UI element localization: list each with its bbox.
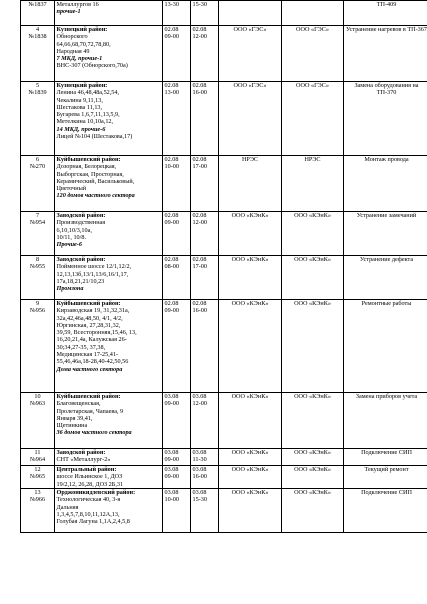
request-number-cell: 12 №965 — [21, 466, 55, 489]
consumer-summary: прочие-1 — [56, 8, 81, 16]
executor-cell: ООО «КЭнК» — [282, 489, 344, 533]
consumer-summary: 14 МКД, прочие-6 — [56, 125, 106, 133]
end-cell: 02.08 12-00 — [191, 212, 219, 256]
end-cell: 02.08 12-00 — [191, 26, 219, 82]
table-row — [21, 466, 427, 489]
address-cell — [55, 300, 163, 393]
street-list: Благовещенская, Пролетарская, Чапаева, 9 Января 39,41, Щетинкина — [56, 400, 124, 430]
end-cell: 02.08 16-00 — [191, 300, 219, 393]
consumer-summary: 36 домов частного сектора — [56, 429, 132, 437]
network-organization-cell: ООО «КЭнК» — [219, 256, 282, 300]
address-cell — [55, 256, 163, 300]
request-number-cell: 10 №963 — [21, 393, 55, 449]
street-list: Производственная 6,10,10/3,10а, 10/11, 10/8. — [56, 219, 106, 241]
network-organization-cell: ООО «КЭнК» — [219, 489, 282, 533]
street-list: Пойменное шоссе 12/1,12/2, 12,13,13б,13/1,13/6,16/1,17, 17а,18,21,21/10,23 — [56, 263, 132, 285]
work-description-cell: Замена приборов учета — [344, 393, 427, 449]
work-description-cell: Подключение СИП — [344, 449, 427, 466]
district-name: Кузнецкий район: — [56, 26, 108, 33]
address-cell — [55, 212, 163, 256]
address-cell — [55, 466, 163, 489]
request-number-cell: 11 №964 — [21, 449, 55, 466]
start-cell: 02.08 10-00 — [163, 156, 191, 212]
executor-cell: ООО «КЭнК» — [282, 300, 344, 393]
executor-cell — [282, 1, 344, 26]
executor-cell: ООО «КЭнК» — [282, 393, 344, 449]
street-list: Металлургов 16 — [56, 1, 99, 8]
table-row — [21, 256, 427, 300]
work-description-cell: Ремонтные работы — [344, 300, 427, 393]
request-number-cell: 5 №1839 — [21, 82, 55, 156]
start-cell: 02.08 09-00 — [163, 300, 191, 393]
address-cell — [55, 1, 163, 26]
work-description-cell: Монтаж провода — [344, 156, 427, 212]
network-organization-cell: ООО «КЭнК» — [219, 393, 282, 449]
street-list: Кирзаводская 19, 31,32,31а, 32а,42,46а,48,50, 4/1, 4/2, Юргинская, 27,28,31,32, 39,59, Всесторонняя,15,46, 13, 16,20,21,4а, Калужская 26- 30;34,27-35, 37,38, Медицинская 17-25,41- 55,46,46а,18-28,40-42,50,56 — [56, 307, 137, 366]
outage-schedule-page — [20, 0, 427, 533]
table-row — [21, 156, 427, 212]
district-name: Орджоникидзевский район: — [56, 489, 136, 496]
extra-object: Лицей №104 (Шестакова,17) — [56, 133, 133, 141]
district-name: Центральный район: — [56, 466, 117, 473]
table-row — [21, 393, 427, 449]
consumer-summary: 7 МКД, прочие-1 — [56, 55, 103, 63]
network-organization-cell: ООО «КЭнК» — [219, 449, 282, 466]
work-description-cell: Текущий ремонт — [344, 466, 427, 489]
table-row — [21, 489, 427, 533]
district-name: Куйбышевский район: — [56, 156, 121, 163]
end-cell: 02.08 17-00 — [191, 156, 219, 212]
street-list: СНТ «Металлург-2» — [56, 456, 111, 464]
start-cell: 02.08 13-00 — [163, 82, 191, 156]
street-list: шоссе Ильинское 1, ДОЗ 19/2,12, 26,28, ДОЗ 2Б,31 — [56, 473, 124, 488]
district-name: Заводской район: — [56, 449, 106, 456]
table-row — [21, 26, 427, 82]
end-cell: 03.08 15-30 — [191, 489, 219, 533]
end-cell: 02.08 16-00 — [191, 82, 219, 156]
executor-cell: ООО «КЭнК» — [282, 466, 344, 489]
start-cell: 02.08 08-00 — [163, 256, 191, 300]
work-description-cell: Устранение замечаний — [344, 212, 427, 256]
start-cell: 03.08 10-00 — [163, 489, 191, 533]
table-row — [21, 82, 427, 156]
address-cell — [55, 26, 163, 82]
street-list: Обнорского 64,66,68,70,72,78,80, Народная 49 — [56, 33, 111, 55]
executor-cell: НРЭС — [282, 156, 344, 212]
executor-cell: ООО «КЭнК» — [282, 449, 344, 466]
address-cell — [55, 393, 163, 449]
request-number-cell: 9 №956 — [21, 300, 55, 393]
end-cell: 03.08 12-00 — [191, 393, 219, 449]
request-number-cell: 8 №955 — [21, 256, 55, 300]
table-row — [21, 1, 427, 26]
district-name: Заводской район: — [56, 212, 106, 219]
address-cell — [55, 489, 163, 533]
start-cell: 03.08 09-00 — [163, 449, 191, 466]
start-cell: 13-30 — [163, 1, 191, 26]
request-number-cell: 4 №1838 — [21, 26, 55, 82]
network-organization-cell — [219, 1, 282, 26]
outage-schedule-table — [20, 0, 427, 533]
network-organization-cell: ООО «ГЭС» — [219, 82, 282, 156]
work-description-cell: Устранение дефекта — [344, 256, 427, 300]
end-cell: 03.08 16-00 — [191, 466, 219, 489]
executor-cell: ООО «ГЭС» — [282, 26, 344, 82]
work-description-cell: Замена оборудования на ТП-370 — [344, 82, 427, 156]
network-organization-cell: НРЭС — [219, 156, 282, 212]
extra-object: ВНС-307 (Обнорского,70а) — [56, 62, 128, 70]
request-number-cell: 7 №954 — [21, 212, 55, 256]
address-cell — [55, 156, 163, 212]
table-row — [21, 300, 427, 393]
network-organization-cell: ООО «ГЭС» — [219, 26, 282, 82]
street-list: Ленина 46,48,48а,52,54, Чекалина 9,11,13, Шестакова 11,13, Бугарева 1,6,7,11,13,5,9, Метелкина 10,10а,12, — [56, 89, 120, 126]
end-cell: 03.08 11-30 — [191, 449, 219, 466]
request-number-cell: 6 №270 — [21, 156, 55, 212]
executor-cell: ООО «КЭнК» — [282, 212, 344, 256]
request-number-cell: №1837 — [21, 1, 55, 26]
table-row — [21, 449, 427, 466]
consumer-summary: Прочие-6 — [56, 241, 82, 249]
start-cell: 02.08 09-00 — [163, 212, 191, 256]
district-name: Куйбышевский район: — [56, 300, 121, 307]
consumer-summary: Дома частного сектора — [56, 365, 123, 373]
start-cell: 03.08 09-00 — [163, 466, 191, 489]
end-cell: 15-30 — [191, 1, 219, 26]
district-name: Куйбышевский район: — [56, 393, 121, 400]
network-organization-cell: ООО «КЭнК» — [219, 212, 282, 256]
executor-cell: ООО «КЭнК» — [282, 256, 344, 300]
address-cell — [55, 449, 163, 466]
network-organization-cell: ООО «КЭнК» — [219, 300, 282, 393]
table-row — [21, 212, 427, 256]
start-cell: 02.08 09-00 — [163, 26, 191, 82]
schedule-rows — [21, 1, 427, 533]
district-name: Заводской район: — [56, 256, 106, 263]
start-cell: 03.08 09-00 — [163, 393, 191, 449]
consumer-summary: 120 домов частного сектора — [56, 192, 135, 200]
consumer-summary: Промзона — [56, 285, 84, 293]
work-description-cell: Подключение СИП — [344, 489, 427, 533]
work-description-cell: Устранение нагревов в ТП-367 — [344, 26, 427, 82]
executor-cell: ООО «ГЭС» — [282, 82, 344, 156]
request-number-cell: 13 №966 — [21, 489, 55, 533]
end-cell: 02.08 17-00 — [191, 256, 219, 300]
street-list: Дозорная, Белорецкая, Выборгская, Просторная, Керамический, Васильковый, Цветочный — [56, 163, 135, 193]
district-name: Кузнецкий район: — [56, 82, 108, 89]
street-list: Технологическая 40, 3-я Дальняя 1,3,4,5,7,8,10,11,12А,13, Голубая Лагуна 1,1А,2,4,5,8 — [56, 496, 130, 526]
network-organization-cell: ООО «КЭнК» — [219, 466, 282, 489]
work-description-cell: ТП-409 — [344, 1, 427, 26]
address-cell — [55, 82, 163, 156]
